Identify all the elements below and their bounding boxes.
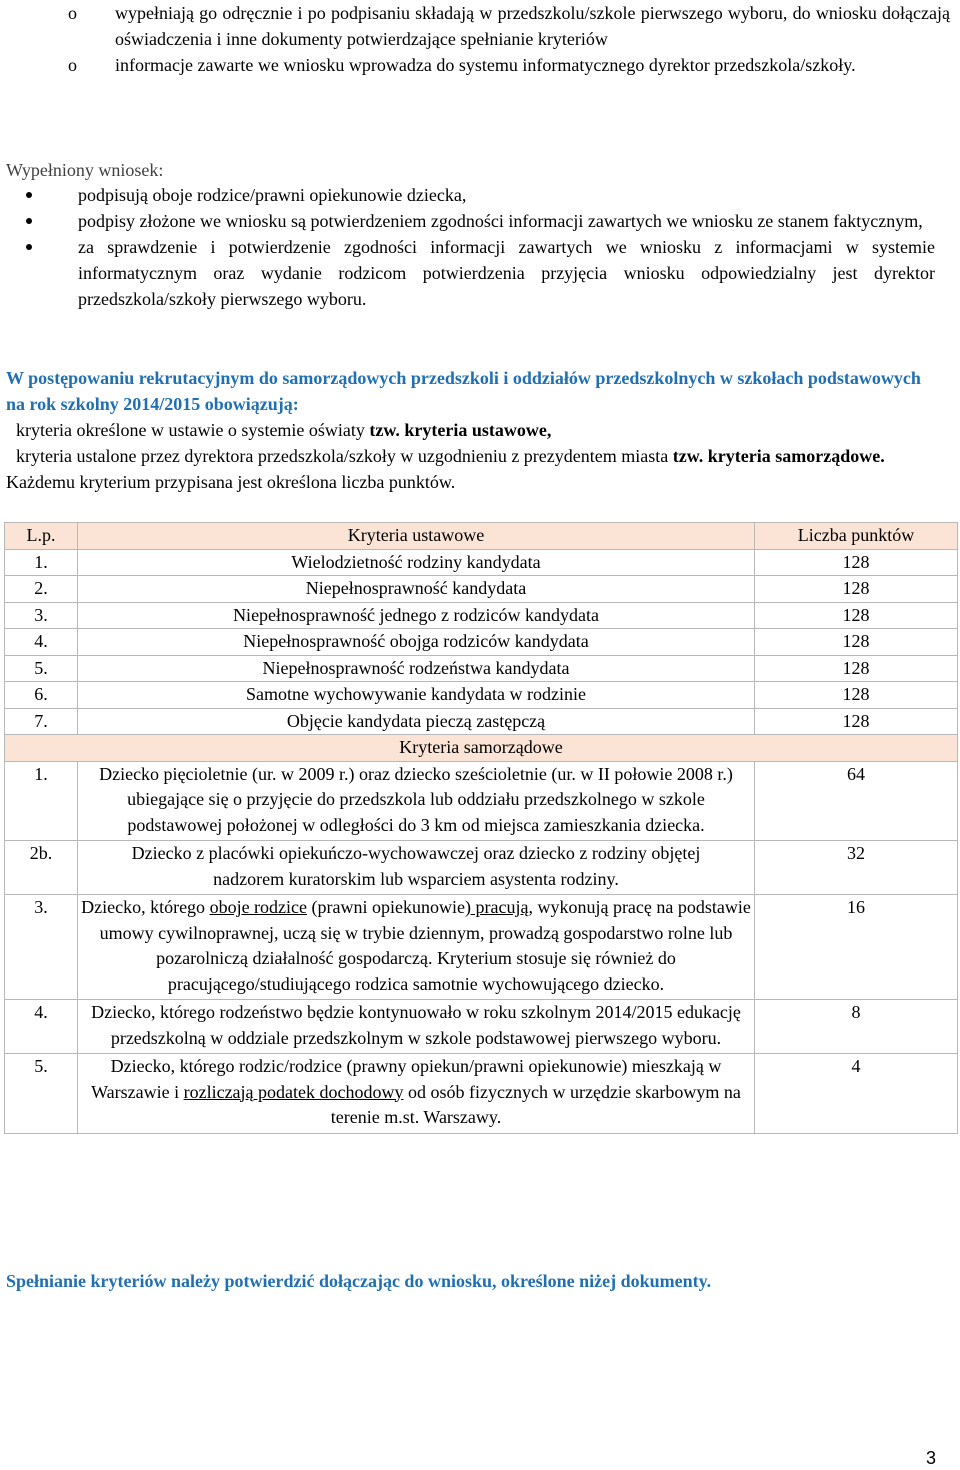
cell-text: (prawni opiekunowie (307, 897, 465, 917)
bullet-icon (0, 234, 78, 312)
table-row (5, 682, 958, 709)
list-marker: o (68, 55, 77, 75)
cell-points: 128 (755, 576, 958, 603)
cell-lp: 2. (5, 576, 78, 603)
cell-points: 128 (755, 655, 958, 682)
filled-heading: Wypełniony wniosek: (6, 160, 164, 180)
cell-lp: 2b. (5, 841, 78, 895)
cell-text: Dziecko, którego rodzic/rodzice (prawny opiekun/prawni opiekunowie) mieszkają w Warszawie i (91, 1056, 722, 1102)
cell-text: Dziecko, którego (81, 897, 210, 917)
cell-lp: 4. (5, 629, 78, 656)
cell-points: 128 (755, 708, 958, 735)
page-number: 3 (925, 1448, 936, 1468)
cell-points: 32 (755, 841, 958, 895)
cell-text: od osób fizycznych w urzędzie skarbowym na terenie m.st. Warszawy. (330, 1081, 741, 1127)
bullet-item (0, 182, 935, 208)
table-row (5, 1054, 958, 1134)
intro-section (6, 365, 931, 495)
list-item-text: informacje zawarte we wniosku wprowadza do systemu informatycznego dyrektor przedszkola/szkoły. (115, 55, 856, 75)
intro-bold: tzw. kryteria samorządowe. (672, 446, 885, 466)
cell-criteria: Dziecko z placówki opiekuńczo-wychowawczej oraz dziecko z rodziny objętej nadzorem kuratorskim lub wsparciem asystenta rodziny. (78, 841, 755, 895)
cell-criteria: Niepełnosprawność jednego z rodziców kandydata (78, 602, 755, 629)
intro-heading: W postępowaniu rekrutacyjnym do samorządowych przedszkoli i oddziałów przedszkolnych w szkołach podstawowych na rok szkolny 2014/2015 obowiązują: (6, 368, 921, 414)
cell-criteria: Objęcie kandydata pieczą zastępczą (78, 708, 755, 735)
bullet-text: podpisy złożone we wniosku są potwierdzeniem zgodności informacji zawartych we wniosku ze stanem faktycznym, (78, 211, 923, 231)
cell-points: 64 (755, 761, 958, 841)
table-row (5, 576, 958, 603)
cell-criteria: Samotne wychowywanie kandydata w rodzinie (78, 682, 755, 709)
bullet-item (0, 208, 935, 234)
table-section-row (5, 735, 958, 762)
cell-text: , wykonują pracę na podstawie umowy cywilnoprawnej, uczą się w trybie dziennym, prowadzą gospodarstwo rolne lub pozarolniczą działalność gospodarczą. Kryterium stosuje się również do pracującego/studiującego rodzica samotnie wychowującego dziecko. (99, 897, 751, 994)
cell-lp: 6. (5, 682, 78, 709)
cell-lp: 7. (5, 708, 78, 735)
section-header-local: Kryteria samorządowe (5, 735, 958, 762)
bullet-item (0, 234, 935, 312)
cell-points: 16 (755, 895, 958, 1000)
table-row (5, 841, 958, 895)
table-row (5, 1000, 958, 1054)
cell-points: 128 (755, 682, 958, 709)
cell-criteria (78, 1054, 755, 1134)
list-marker: o (68, 3, 77, 23)
cell-lp: 3. (5, 895, 78, 1000)
cell-criteria: Dziecko, którego rodzeństwo będzie kontynuowało w roku szkolnym 2014/2015 edukację przedszkolną w oddziale przedszkolnym w szkole podstawowej pierwszego wyboru. (78, 1000, 755, 1054)
o-list (0, 0, 950, 78)
cell-lp: 5. (5, 1054, 78, 1134)
cell-criteria: Wielodzietność rodziny kandydata (78, 549, 755, 576)
table-row (5, 602, 958, 629)
cell-points: 128 (755, 629, 958, 656)
cell-lp: 3. (5, 602, 78, 629)
cell-criteria (78, 895, 755, 1000)
cell-underlined: ) pracują (464, 897, 529, 917)
header-points: Liczba punktów (755, 523, 958, 550)
bullet-icon (0, 182, 78, 208)
table-header-row (5, 523, 958, 550)
cell-criteria: Niepełnosprawność obojga rodziców kandydata (78, 629, 755, 656)
list-item (0, 0, 950, 52)
cell-points: 4 (755, 1054, 958, 1134)
bullet-list (0, 182, 935, 312)
table-row (5, 629, 958, 656)
intro-text: kryteria określone w ustawie o systemie oświaty (16, 420, 370, 440)
bullet-icon (0, 208, 78, 234)
header-criteria: Kryteria ustawowe (78, 523, 755, 550)
intro-line-local (6, 443, 931, 495)
cell-points: 128 (755, 602, 958, 629)
cell-lp: 1. (5, 761, 78, 841)
intro-line-statutory (6, 417, 931, 443)
table-row (5, 655, 958, 682)
bullet-text: podpisują oboje rodzice/prawni opiekunowie dziecka, (78, 185, 467, 205)
cell-criteria: Niepełnosprawność rodzeństwa kandydata (78, 655, 755, 682)
table-row (5, 761, 958, 841)
cell-points: 128 (755, 549, 958, 576)
list-item-text: wypełniają go odręcznie i po podpisaniu składają w przedszkolu/szkole pierwszego wyboru, do wniosku dołączają oświadczenia i inne dokumenty potwierdzające spełnianie kryteriów (115, 3, 950, 49)
table-row (5, 549, 958, 576)
table-row (5, 895, 958, 1000)
header-lp: L.p. (5, 523, 78, 550)
cell-underlined: rozliczają podatek dochodowy (183, 1081, 404, 1102)
cell-lp: 1. (5, 549, 78, 576)
criteria-table (4, 522, 958, 1134)
cell-lp: 4. (5, 1000, 78, 1054)
list-item (0, 52, 950, 78)
cell-criteria: Dziecko pięcioletnie (ur. w 2009 r.) oraz dziecko sześcioletnie (ur. w II połowie 2008 r.) ubiegające się o przyjęcie do przedszkola lub oddziału przedszkolnego w szkole podstawowej położonej w odległości do 3 km od miejsca zamieszkania dziecka. (78, 761, 755, 841)
cell-points: 8 (755, 1000, 958, 1054)
final-note: Spełnianie kryteriów należy potwierdzić dołączając do wniosku, określone niżej dokumenty. (6, 1271, 712, 1291)
table-row (5, 708, 958, 735)
cell-criteria: Niepełnosprawność kandydata (78, 576, 755, 603)
cell-underlined: oboje rodzice (209, 897, 308, 917)
intro-text: Każdemu kryterium przypisana jest określona liczba punktów. (6, 472, 456, 492)
intro-bold: tzw. kryteria ustawowe, (369, 420, 552, 440)
intro-text: kryteria ustalone przez dyrektora przedszkola/szkoły w uzgodnieniu z prezydentem miasta (16, 446, 673, 466)
cell-lp: 5. (5, 655, 78, 682)
bullet-text: za sprawdzenie i potwierdzenie zgodności informacji zawartych we wniosku z informacjami w systemie informatycznym oraz wydanie rodzicom potwierdzenia przyjęcia wniosku odpowiedzialny jest dyrektor przedszkola/szkoły pierwszego wyboru. (78, 237, 935, 309)
